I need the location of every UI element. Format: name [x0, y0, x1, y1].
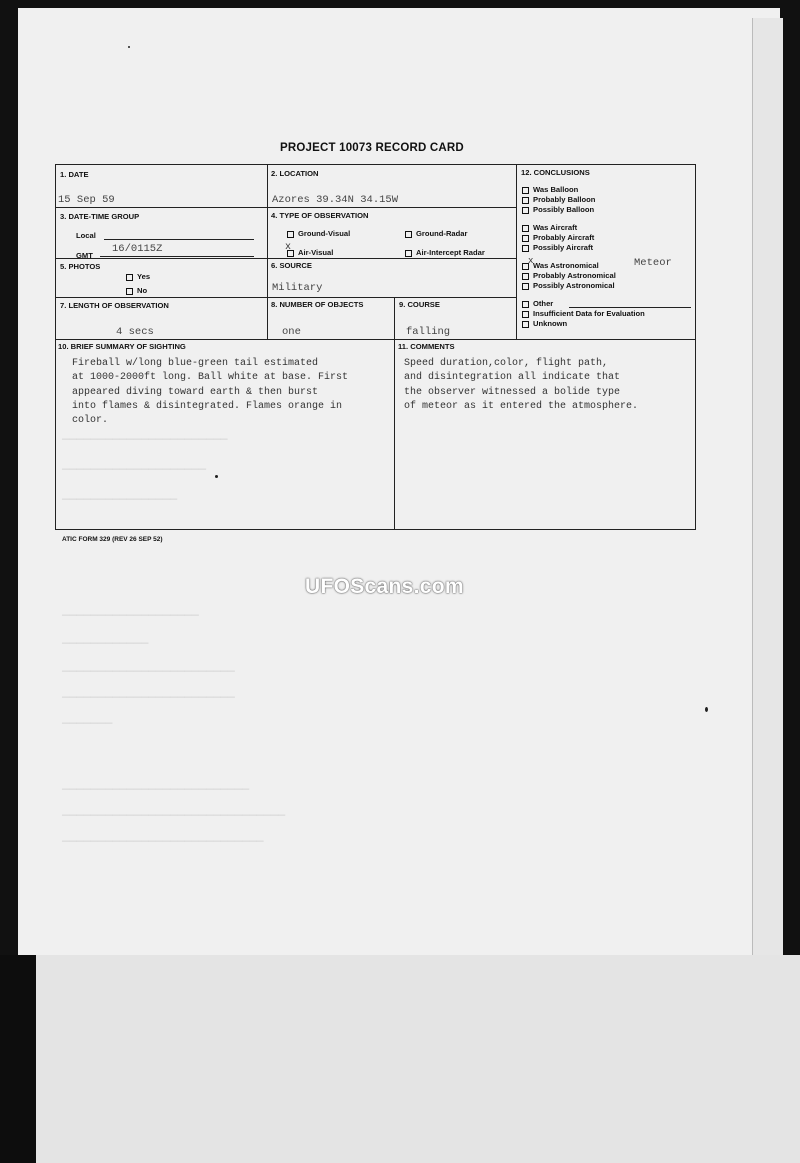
gmt-line	[100, 256, 254, 257]
date-time-group-label: 3. DATE-TIME GROUP	[60, 212, 140, 221]
brief-summary-text: Fireball w/long blue-green tail estimated at 1000-2000ft long. Ball white at base. First appeared diving toward earth & then burst into flames & disintegrated. Flames orange in color.	[72, 358, 349, 427]
photos-yes-checkbox	[126, 274, 133, 281]
course-label: 9. COURSE	[399, 300, 440, 309]
astronomical-note: Meteor	[634, 257, 672, 269]
brief-summary-label: 10. BRIEF SUMMARY OF SIGHTING	[58, 342, 186, 351]
watermark: UFOScans.com	[305, 575, 464, 598]
paper-edge	[752, 18, 783, 963]
date-label: 1. DATE	[60, 170, 89, 179]
air-intercept-radar-checkbox	[405, 250, 412, 257]
photos-no: No	[126, 286, 147, 295]
conclusions-label: 12. CONCLUSIONS	[521, 168, 590, 177]
record-card	[55, 164, 696, 530]
conclusion-possibly-balloon: Possibly Balloon	[522, 205, 594, 214]
was-aircraft-checkbox	[522, 225, 529, 232]
conclusion-probably-aircraft: Probably Aircraft	[522, 233, 594, 242]
source-label: 6. SOURCE	[271, 261, 312, 270]
probably-balloon-checkbox	[522, 197, 529, 204]
type-of-observation-label: 4. TYPE OF OBSERVATION	[271, 211, 369, 220]
photos-yes: Yes	[126, 272, 150, 281]
option-air-intercept-radar: Air-Intercept Radar	[405, 248, 485, 257]
other-checkbox	[522, 301, 529, 308]
possibly-aircraft-checkbox	[522, 245, 529, 252]
unknown-checkbox	[522, 321, 529, 328]
location-value: Azores 39.34N 34.15W	[272, 194, 399, 206]
scan-shadow	[0, 955, 36, 1163]
conclusion-probably-astronomical: Probably Astronomical	[522, 271, 616, 280]
gmt-value: 16/0115Z	[112, 243, 163, 255]
local-time-label: Local	[76, 231, 96, 240]
local-time-line	[104, 239, 254, 240]
option-ground-radar: Ground-Radar	[405, 229, 467, 238]
location-label: 2. LOCATION	[271, 169, 319, 178]
comments-label: 11. COMMENTS	[398, 342, 455, 351]
course-value: falling	[406, 326, 451, 338]
conclusion-other: Other	[522, 299, 553, 308]
conclusion-was-balloon: Was Balloon	[522, 185, 578, 194]
speck	[128, 46, 130, 48]
insufficient-data-checkbox	[522, 311, 529, 318]
conclusion-probably-balloon: Probably Balloon	[522, 195, 595, 204]
conclusion-was-astronomical: Was Astronomical	[522, 261, 599, 270]
conclusion-was-aircraft: Was Aircraft	[522, 223, 577, 232]
length-of-observation-value: 4 secs	[116, 326, 154, 338]
gmt-label: GMT	[76, 251, 93, 260]
form-footer: ATIC FORM 329 (REV 26 SEP 52)	[62, 536, 163, 543]
other-line	[569, 307, 691, 308]
number-of-objects-value: one	[282, 326, 301, 338]
comments-text: Speed duration,color, flight path, and disintegration all indicate that the observer witnessed a bolide type of meteor as it entered the atmosphere.	[404, 358, 639, 412]
speck	[705, 707, 708, 712]
option-air-visual: Air-Visual	[287, 248, 333, 257]
speck	[215, 475, 218, 478]
option-ground-visual: Ground-Visual	[287, 229, 350, 238]
was-astronomical-checkmark: x	[528, 256, 534, 266]
probably-aircraft-checkbox	[522, 235, 529, 242]
conclusion-possibly-aircraft: Possibly Aircraft	[522, 243, 593, 252]
conclusion-unknown: Unknown	[522, 319, 567, 328]
conclusion-insufficient-data: Insufficient Data for Evaluation	[522, 309, 645, 318]
possibly-astronomical-checkbox	[522, 283, 529, 290]
card-title: PROJECT 10073 RECORD CARD	[280, 142, 464, 154]
ground-visual-checkbox	[287, 231, 294, 238]
ground-radar-checkbox	[405, 231, 412, 238]
source-value: Military	[272, 282, 323, 294]
air-visual-checkmark: x	[285, 242, 292, 253]
conclusion-possibly-astronomical: Possibly Astronomical	[522, 281, 615, 290]
possibly-balloon-checkbox	[522, 207, 529, 214]
photos-label: 5. PHOTOS	[60, 262, 101, 271]
length-of-observation-label: 7. LENGTH OF OBSERVATION	[60, 301, 169, 310]
was-balloon-checkbox	[522, 187, 529, 194]
number-of-objects-label: 8. NUMBER OF OBJECTS	[271, 300, 364, 309]
lower-background	[34, 955, 800, 1163]
probably-astronomical-checkbox	[522, 273, 529, 280]
date-value: 15 Sep 59	[58, 194, 115, 206]
photos-no-checkbox	[126, 288, 133, 295]
